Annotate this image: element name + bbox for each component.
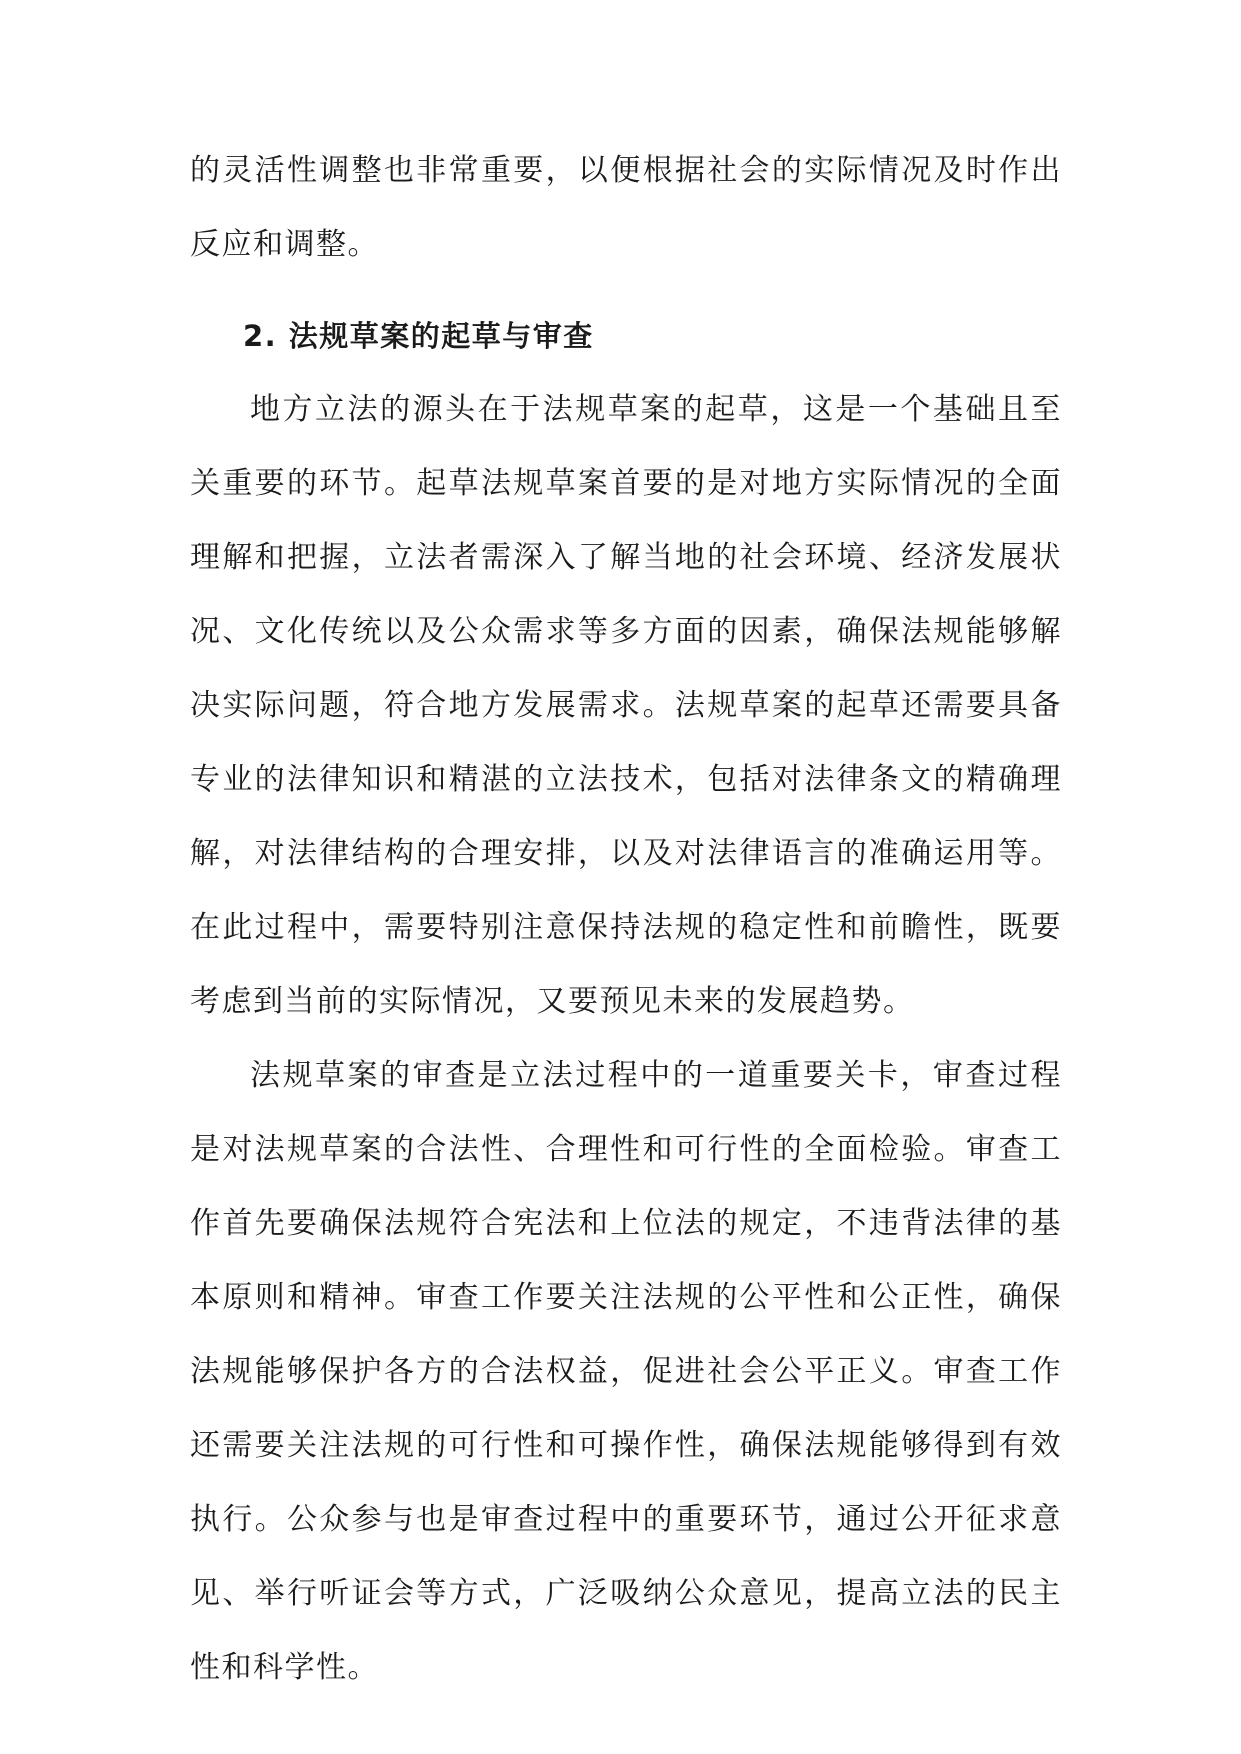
continued-paragraph: 的灵活性调整也非常重要，以便根据社会的实际情况及时作出反应和调整。 [190, 153, 1062, 262]
document-body [190, 134, 1062, 1705]
paragraph-review: 法规草案的审查是立法过程中的一道重要关卡，审查过程是对法规草案的合法性、合理性和可行性的全面检验。审查工作首先要确保法规符合宪法和上位法的规定，不违背法律的基本原则和精神。审查工作要关注法规的公平性和公正性，确保法规能够保护各方的合法权益，促进社会公平正义。审查工作还需要关注法规的可行性和可操作性，确保法规能够得到有效执行。公众参与也是审查过程中的重要环节，通过公开征求意见、举行听证会等方式，广泛吸纳公众意见，提高立法的民主性和科学性。 [190, 1058, 1062, 1685]
paragraph-drafting: 地方立法的源头在于法规草案的起草，这是一个基础且至关重要的环节。起草法规草案首要的是对地方实际情况的全面理解和把握，立法者需深入了解当地的社会环境、经济发展状况、文化传统以及公众需求等多方面的因素，确保法规能够解决实际问题，符合地方发展需求。法规草案的起草还需要具备专业的法律知识和精湛的立法技术，包括对法律条文的精确理解，对法律结构的合理安排，以及对法律语言的准确运用等。在此过程中，需要特别注意保持法规的稳定性和前瞻性，既要考虑到当前的实际情况，又要预见未来的发展趋势。 [190, 392, 1062, 1019]
section-heading: 2. 法规草案的起草与审查 [243, 319, 594, 353]
